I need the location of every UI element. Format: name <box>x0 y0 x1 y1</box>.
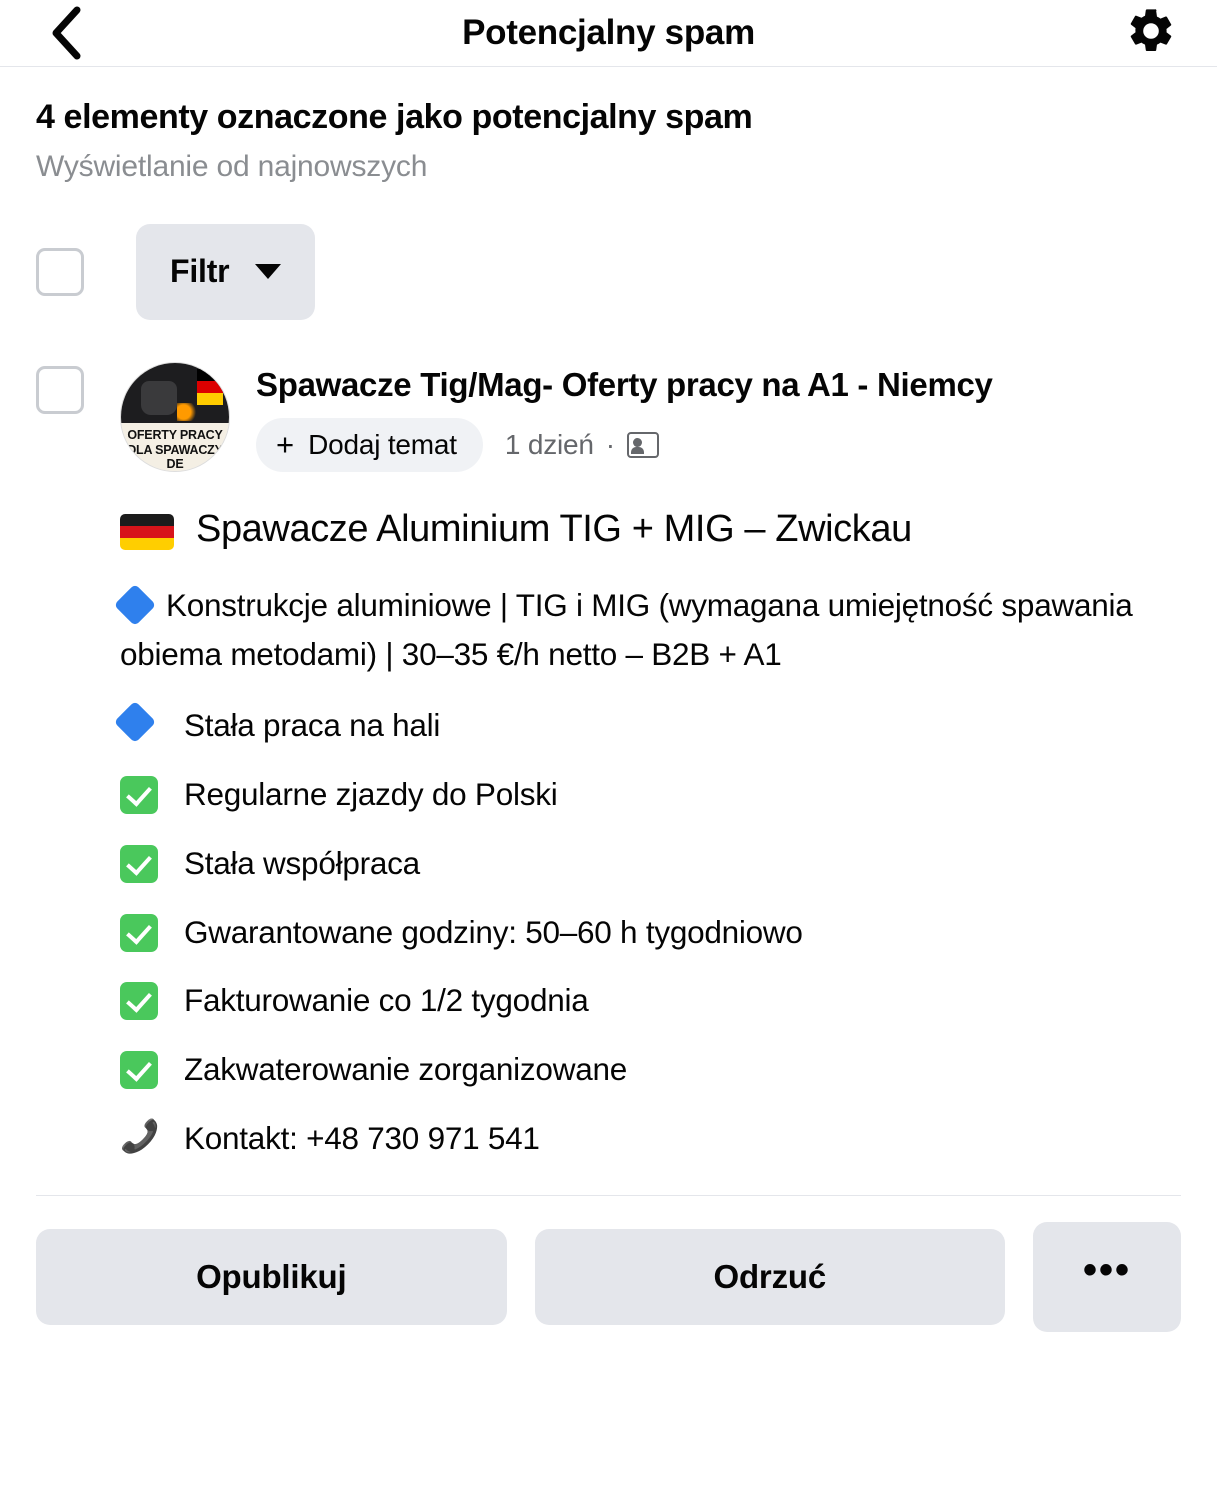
green-check-icon <box>120 980 166 1020</box>
list-item <box>120 705 1187 746</box>
plus-icon: + <box>276 427 295 463</box>
summary-subtitle: Wyświetlanie od najnowszych <box>36 149 428 183</box>
meta-separator: · <box>605 428 616 460</box>
german-flag-icon <box>120 514 174 550</box>
welder-mask-icon <box>141 381 177 415</box>
spark-icon <box>177 403 199 421</box>
avatar-line-2: DLA SPAWACZY DE <box>127 442 223 471</box>
list-item <box>120 1049 1187 1090</box>
list-item-label: Stała praca na hali <box>184 706 441 743</box>
list-item-label: Gwarantowane godziny: 50–60 h tygodniowo <box>184 913 803 950</box>
spam-post-item <box>0 362 1217 1160</box>
list-item <box>120 980 1187 1021</box>
avatar-line-1: OFERTY PRACY <box>127 427 223 442</box>
post-actions <box>0 1196 1217 1332</box>
chevron-down-icon <box>255 264 281 279</box>
german-flag-icon <box>197 369 223 405</box>
post-headline <box>120 506 1187 554</box>
list-item <box>120 843 1187 884</box>
post-meta-row <box>256 418 1187 472</box>
reject-button[interactable]: Odrzuć <box>535 1229 1006 1325</box>
green-check-icon <box>120 1049 166 1089</box>
list-item <box>120 774 1187 815</box>
green-check-icon <box>120 912 166 952</box>
green-check-icon <box>120 774 166 814</box>
post-paragraph <box>120 583 1187 676</box>
more-options-button[interactable]: ••• <box>1033 1222 1181 1332</box>
blue-diamond-icon <box>120 583 150 632</box>
add-topic-button[interactable] <box>256 418 483 472</box>
audience-members-icon <box>627 432 659 458</box>
page-title: Potencjalny spam <box>462 13 755 52</box>
post-header <box>120 362 1187 472</box>
publish-button[interactable]: Opublikuj <box>36 1229 507 1325</box>
add-topic-label: Dodaj temat <box>308 428 457 460</box>
group-name[interactable]: Spawacze Tig/Mag- Oferty pracy na A1 - Niemcy <box>256 365 993 403</box>
filter-button[interactable] <box>136 224 315 320</box>
list-item <box>120 912 1187 953</box>
post-content <box>120 506 1187 1160</box>
post-select-checkbox-wrap <box>36 366 84 1160</box>
group-avatar[interactable] <box>120 362 230 472</box>
post-paragraph-text: Konstrukcje aluminiowe | TIG i MIG (wymagana umiejętność spawania obiema metodami) | 30–35 €/h netto – B2B + A1 <box>120 587 1133 673</box>
post-body <box>120 362 1187 1160</box>
back-button[interactable] <box>40 6 94 60</box>
list-item-label: Regularne zjazdy do Polski <box>184 775 558 812</box>
spam-summary <box>0 67 1217 184</box>
list-item-label: Stała współpraca <box>184 844 420 881</box>
settings-button[interactable] <box>1125 7 1177 59</box>
list-item <box>120 1118 1187 1159</box>
gear-icon <box>1125 5 1177 62</box>
blue-diamond-icon <box>120 705 166 737</box>
summary-title: 4 elementy oznaczone jako potencjalny spam <box>36 98 753 136</box>
list-item-label: Kontakt: +48 730 971 541 <box>184 1120 540 1157</box>
chevron-left-icon <box>49 5 85 61</box>
post-select-checkbox[interactable] <box>36 366 84 414</box>
phone-icon: 📞 <box>120 1118 160 1155</box>
app-header <box>0 0 1217 67</box>
list-item-label: Zakwaterowanie zorganizowane <box>184 1051 627 1088</box>
post-meta <box>256 362 1187 472</box>
post-headline-text: Spawacze Aluminium TIG + MIG – Zwickau <box>196 507 912 550</box>
green-check-icon <box>120 843 166 883</box>
post-timestamp: 1 dzień <box>504 428 594 460</box>
filter-label: Filtr <box>170 253 230 290</box>
select-all-checkbox[interactable] <box>36 248 84 296</box>
filter-row <box>0 224 1217 320</box>
list-item-label: Fakturowanie co 1/2 tygodnia <box>184 982 589 1019</box>
